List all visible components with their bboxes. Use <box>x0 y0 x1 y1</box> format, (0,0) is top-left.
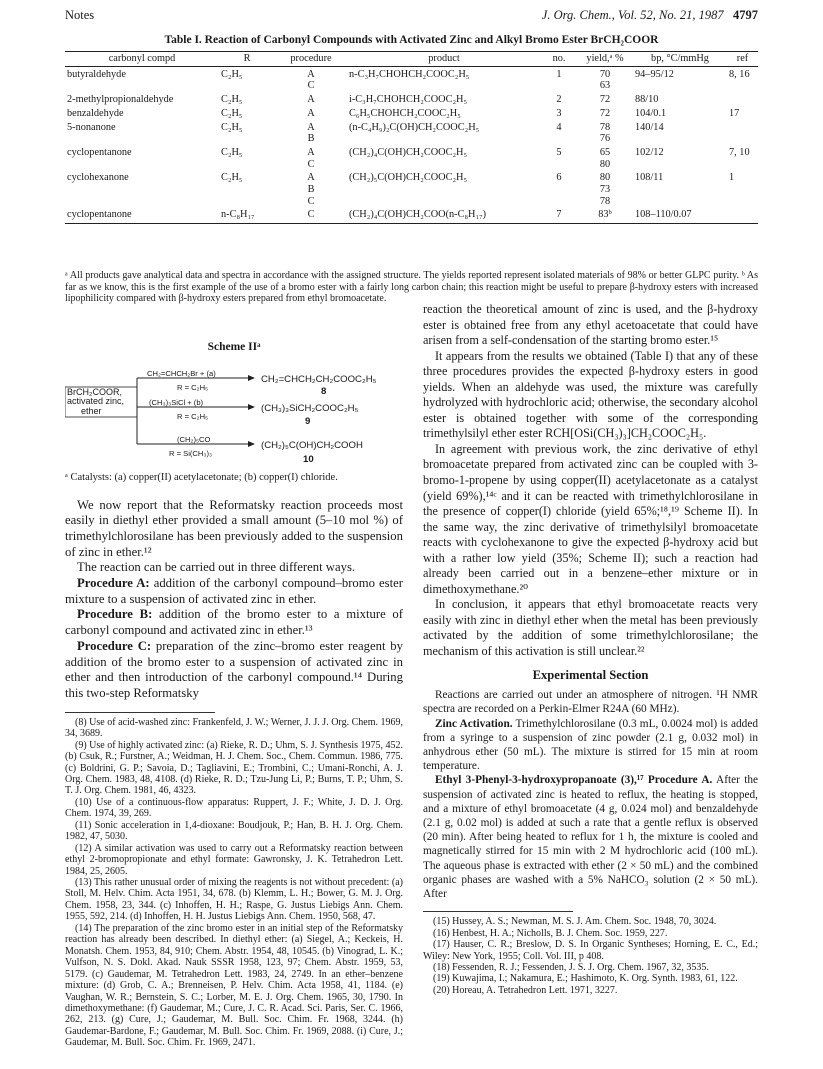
product-10: (CH₂)₅C(OH)CH₂COOH <box>261 439 363 451</box>
table-cell <box>727 120 758 134</box>
left-footnotes <box>65 712 403 1049</box>
table-row <box>65 66 758 80</box>
footnote: (20) Horeau, A. Tetrahedron Lett. 1971, 3227. <box>433 984 618 996</box>
scheme-footnote: ᵃ Catalysts: (a) copper(II) acetylacetonate; (b) copper(I) chloride. <box>65 471 338 483</box>
table-cell <box>633 80 727 92</box>
compound-number-9: 9 <box>305 415 311 427</box>
table-cell: A <box>307 107 315 119</box>
table-cell <box>541 133 577 145</box>
data-table <box>65 51 758 224</box>
compound-number-8: 8 <box>321 385 327 397</box>
table-cell: cyclopentanone <box>67 146 132 158</box>
section-heading: Experimental Section <box>532 667 649 682</box>
page-header <box>65 8 758 26</box>
table-cell: 72 <box>599 94 611 106</box>
paragraph: Procedure B: addition of the bromo ester to a mixture of carbonyl compound and activated zinc in ether.¹³ <box>65 607 403 638</box>
table-cell: (CH₂)₄C(OH)CH₂COOC₂H₅ <box>349 146 468 158</box>
table-cell <box>633 159 727 171</box>
footnote-rule <box>423 911 573 912</box>
left-column <box>65 340 403 1049</box>
table-cell: C <box>275 207 347 223</box>
paragraph: It appears from the results we obtained (Table I) that any of these three procedures provides the expected β-hydroxy esters in good yields. When an aldehyde was used, the mixture was carefully hydrolyzed with hydrochloric acid; otherwise, the secondary alcohol ester is obtained together with some of the corresponding trimethylsilyl ether ester RCH[OSi(CH₃)₃]CH₂COOC₂H₅. <box>423 348 758 441</box>
arrow2-above: (CH₃)₃SiCl + (b) <box>149 397 204 407</box>
table-cell <box>727 196 758 208</box>
table-cell <box>65 80 219 92</box>
table-cell <box>633 184 727 196</box>
table-cell <box>65 159 219 171</box>
page-number: 4797 <box>733 8 758 22</box>
table-cell: 108–110/0.07 <box>633 207 727 223</box>
table-row <box>65 120 758 134</box>
table-cell <box>727 133 758 145</box>
table-cell: 88/10 <box>635 94 659 106</box>
right-footnotes <box>423 911 758 996</box>
table-cell <box>727 207 758 223</box>
table-row <box>65 159 758 171</box>
table-cell: 80 <box>599 172 611 184</box>
column-header: bp, °C/mmHg <box>633 52 727 67</box>
table-cell: 108/11 <box>635 172 664 184</box>
table-cell: A <box>307 172 315 184</box>
table-cell: 5-nonanone <box>67 121 116 133</box>
table-cell: 80 <box>599 158 611 170</box>
table-cell: 63 <box>599 80 611 92</box>
footnote: (10) Use of a continuous-flow apparatus: Ruppert, J. F.; White, J. D. J. Org. Chem. 1974, 39, 269. <box>65 796 403 820</box>
table-cell <box>219 159 275 171</box>
compound-number-10: 10 <box>303 453 314 465</box>
table-body <box>65 66 758 223</box>
footnote-list <box>65 717 403 1049</box>
right-column <box>423 302 758 996</box>
paragraph: Ethyl 3-Phenyl-3-hydroxypropanoate (3),¹⁷ Procedure A. After the suspension of activated zinc is heated to reflux, the heating is stopped, and a mixture of ethyl bromoacetate (4 g, 0.024 mol) and benzaldehyde (2.1 g, 0.02 mol) is added at such a rate that a gentle reflux is observed (20 min). After being heated to reflux for 1 h, the mixture is cooled and magnetically stirred for 15 min with 2 M hydrochloric acid (100 mL). The aqueous phase is extracted with ether (2 × 50 mL) and the combined organic phases are washed with a 5% NaHCO₃ solution (2 × 50 mL). After <box>423 774 758 900</box>
table-cell: C₂H₅ <box>221 172 243 184</box>
table-cell: 78 <box>599 121 611 133</box>
table-cell: cyclohexanone <box>67 172 129 184</box>
footnote: (19) Kuwajima, I.; Nakamura, E.; Hashimoto, K. Org. Synth. 1983, 61, 122. <box>433 973 738 985</box>
table-row <box>65 145 758 159</box>
footnote: (9) Use of highly activated zinc: (a) Rieke, R. D.; Uhm, S. J. Synthesis 1975, 452. (b) Csuk, R.; Furstner, A.; Weidman, H. J. Chem. Soc., Chem. Commun. 1986, 775. (c) Boldrini, G. P.; Savoia, D.; Tagliavini, E.; Trombini, C.; Umani-Ronchi, A. J. Org. Chem. 1983, 48, 4108. (d) Rieke, R. D.; Tzu-Jung Li, P.; Burns, T. P.; Uhm, S. T. J. Org. Chem. 1981, 46, 4323. <box>65 739 404 797</box>
table-cell: 4 <box>556 121 562 133</box>
table-cell <box>65 184 219 196</box>
table-row <box>65 133 758 145</box>
table-cell: 83ᵇ <box>577 207 633 223</box>
column-header: carbonyl compd <box>65 52 219 67</box>
paragraph: Reactions are carried out under an atmosphere of nitrogen. ¹H NMR spectra are recorded on a Perkin-Elmer R24A (60 MHz). <box>423 689 758 716</box>
table-cell <box>219 80 275 92</box>
table-cell: 104/0.1 <box>635 107 667 119</box>
footnote-list <box>423 916 758 996</box>
paragraph: In agreement with previous work, the zinc derivative of ethyl bromoacetate prepared from activated zinc can be coupled with 3-bromo-1-propene by using copper(II) acetylacetonate as a catalyst (yield 69%),¹⁴ᶜ and it can be reacted with trimethylchlorosilane in the presence of copper(I) chloride (yield 65%;¹⁸,¹⁹ Scheme II). In the same way, the zinc derivative of trimethylsilyl bromoacetate reacts with cyclohexanone to give the expected β-hydroxy acid but with a rather low yield (35%; Scheme II); such a reaction had already been carried out in a benzene–ether mixture or in dimethoxymethane.²⁰ <box>423 441 758 596</box>
arrow2-below: R = C₂H₅ <box>177 411 209 421</box>
table-cell: i-C₃H₇CHOHCH₂COOC₂H₅ <box>349 94 468 106</box>
table-cell <box>541 184 577 196</box>
table-cell: C₆H₅CHOHCH₂COOC₂H₅ <box>349 107 461 119</box>
table-cell <box>727 92 758 106</box>
table-cell: 73 <box>599 184 611 196</box>
table-row <box>65 207 758 223</box>
table-cell: A <box>307 146 315 158</box>
table-cell: (CH₂)₅C(OH)CH₂COOC₂H₅ <box>349 172 468 184</box>
column-header: procedure <box>275 52 347 67</box>
footnote: (13) This rather unusual order of mixing the reagents is not without precedent: (a) Stoll, M. Helv. Chim. Acta 1951, 34, 678. (b) Klemm, L. H.; Bower, G. M. J. Org. Chem. 1958, 23, 344. (c) Inhoffen, H. H.; Raspe, G. Justus Liebigs Ann. Chem. 1955, 592, 214. (d) Inhoffen, H. H. Justus Liebigs Ann. Chem. 1950, 568, 47. <box>65 877 403 923</box>
footnote: (11) Sonic acceleration in 1,4-dioxane: Boudjouk, P.; Han, B. H. J. Org. Chem. 1982, 47, 5030. <box>65 819 403 843</box>
table-cell <box>347 133 541 145</box>
column-header: product <box>347 52 541 67</box>
table-cell <box>541 196 577 208</box>
table-cell: 1 <box>729 172 735 184</box>
table-cell <box>727 184 758 196</box>
table-cell: 2-methylpropionaldehyde <box>67 94 174 106</box>
table-cell: 94–95/12 <box>635 68 674 80</box>
table-cell <box>727 80 758 92</box>
column-header: yield,ᵃ % <box>577 52 633 67</box>
footnote: (16) Henbest, H. A.; Nicholls, B. J. Chem. Soc. 1959, 227. <box>433 927 668 939</box>
table-cell: 65 <box>599 146 611 158</box>
table-cell: butyraldehyde <box>67 68 126 80</box>
table-cell: B <box>307 184 315 196</box>
table-cell <box>727 159 758 171</box>
table-cell: 7, 10 <box>729 146 750 158</box>
product-8: CH₂=CHCH₂CH₂COOC₂H₅ <box>261 373 377 385</box>
table-cell: C <box>307 195 315 207</box>
table-cell <box>633 196 727 208</box>
table-cell: C₂H₅ <box>221 146 243 158</box>
table-caption: Table I. Reaction of Carbonyl Compounds with Activated Zinc and Alkyl Bromo Ester BrCH₂COOR <box>164 34 659 46</box>
table-cell: 72 <box>599 107 611 119</box>
table-cell <box>219 184 275 196</box>
arrow1-above: CH₂=CHCH₂Br + (a) <box>147 368 216 378</box>
footnote: (8) Use of acid-washed zinc: Frankenfeld, J. W.; Werner, J. J. J. Org. Chem. 1969, 34, 3689. <box>65 716 403 740</box>
table-row <box>65 196 758 208</box>
footnote: (12) A similar activation was used to carry out a Reformatsky reaction between ethyl 2-bromopropionate and ethyl formate: Gawronsky, J. K. Tetrahedron Lett. 1984, 25, 2605. <box>65 842 403 877</box>
column-header: R <box>219 52 275 67</box>
table-cell: 70 <box>599 68 611 80</box>
table-cell <box>219 133 275 145</box>
table-cell: C₂H₅ <box>221 94 243 106</box>
section-label: Notes <box>65 8 95 22</box>
table-cell: 78 <box>599 195 611 207</box>
table-cell <box>65 133 219 145</box>
paragraph: Procedure A: addition of the carbonyl compound–bromo ester mixture to a suspension of activated zinc in ether. <box>65 576 403 606</box>
table-header-row <box>65 52 758 67</box>
table-footnote: ᵃ All products gave analytical data and spectra in accordance with the assigned structure. The yields reported represent isolated materials of 98% or better GLPC purity. ᵇ As far as we know, this is the first example of the use of a bromo ester with a fairly long carbon chain; this reaction might be useful to prepare β-hydroxy esters with increased lipophilicity compared with β-hydroxy esters prepared from ethyl bromoacetate. <box>65 270 758 305</box>
table-cell: 17 <box>729 107 740 119</box>
table-cell: A <box>307 68 315 80</box>
column-header: ref <box>727 52 758 67</box>
table-cell: C <box>307 80 315 92</box>
paragraph: The reaction can be carried out in three different ways. <box>77 560 356 575</box>
table-cell: n-C₃H₇CHOHCH₂COOC₂H₅ <box>349 68 470 80</box>
table-cell: benzaldehyde <box>67 107 124 119</box>
reaction-scheme <box>65 360 405 468</box>
table-cell: A <box>307 94 315 106</box>
paragraph: In conclusion, it appears that ethyl bromoacetate reacts very easily with zinc in diethyl ether when the metal has been previously activated by the addition of some trimethylchlorosilane; the mechanism of this activation is still unclear.²² <box>423 597 758 659</box>
table-cell: C <box>307 158 315 170</box>
product-9: (CH₃)₃SiCH₂COOC₂H₅ <box>261 402 359 414</box>
table-cell <box>219 196 275 208</box>
table-cell: 102/12 <box>635 146 664 158</box>
table-cell: n-C₈H₁₇ <box>219 207 275 223</box>
table-cell: 8, 16 <box>729 68 750 80</box>
table-cell: (n-C₄H₉)₂C(OH)CH₂COOC₂H₅ <box>349 121 480 133</box>
column-header: no. <box>541 52 577 67</box>
table-row <box>65 80 758 92</box>
footnote: (18) Fessenden, R. J.; Fessenden, J. S. J. Org. Chem. 1967, 32, 3535. <box>433 961 709 973</box>
arrow3-below: R = Si(CH₃)₃ <box>169 448 213 458</box>
left-body <box>65 498 403 702</box>
table-cell: 1 <box>556 68 562 80</box>
table-cell: 2 <box>556 94 562 106</box>
table-cell: A <box>307 121 315 133</box>
table-cell: C₂H₅ <box>221 68 243 80</box>
table-cell <box>347 80 541 92</box>
table-cell <box>541 80 577 92</box>
paragraph: reaction the theoretical amount of zinc is used, and the β-hydroxy ester is obtained free from any ethyl acetoacetate that could have arisen from a self-condensation of the starting bromo ester.¹⁵ <box>423 302 758 348</box>
table-cell: 76 <box>599 133 611 145</box>
table-cell: 5 <box>556 146 562 158</box>
table-cell <box>347 184 541 196</box>
paragraph: Procedure C: preparation of the zinc–bromo ester reagent by addition of the bromo ester to a suspension of activated zinc in ether and then introduction of the carbonyl compound.¹⁴ During this two-step Reformatsky <box>65 638 403 700</box>
table-cell: C₂H₅ <box>221 121 243 133</box>
arrow1-below: R = C₂H₅ <box>177 382 209 392</box>
table-cell: 3 <box>556 107 562 119</box>
table-cell: 140/14 <box>635 121 664 133</box>
table-cell <box>347 159 541 171</box>
table-row <box>65 106 758 120</box>
paragraph: We now report that the Reformatsky reaction proceeds most easily in diethyl ether provided a small amount (5–10 mol %) of trimethylchlorosilane has been previously added to the suspension of zinc in ether.¹² <box>65 497 403 559</box>
table-cell: 6 <box>556 172 562 184</box>
journal-citation: J. Org. Chem., Vol. 52, No. 21, 1987 4797 <box>541 8 758 22</box>
footnote: (14) The preparation of the zinc bromo ester in an initial step of the Reformatsky reaction has already been described. In diethyl ether: (a) Siegel, A.; Keckeis, H. Monatsh. Chem. 1953, 84, 910; Chem. Abstr. 1954, 48, 10545. (b) Vinograd, L. K.; Vulfson, N. S. Dokl. Akad. Nauk SSSR 1958, 123, 97; Chem. Abstr. 1959, 53, 5179. (c) Gaudemar, M. Tetrahedron Lett. 1983, 24, 2749. In an ether–benzene mixture: (d) Grob, C. A.; Brenneisen, P. Helv. Chim. Acta 1958, 41, 1184. (e) Vaughan, W. R.; Bernstein, S. C.; Lorber, M. E. J. Org. Chem. 1965, 30, 1790. In dimethoxymethane: (f) Gaudemar, M.; Cure, J. C. R. Acad. Sci. Paris, Ser. C. 1966, 262, 213. (g) Cure, J.; Gaudemar, M. Bull. Soc. Chim. Fr. 1968, 3244. (h) Gaudemar-Bardone, F.; Gaudemar, M. Bull. Soc. Chim. Fr. 1969, 2088. (i) Cure, J.; Gaudemar, M. Bull. Soc. Chim. Fr. 1969, 2471. <box>65 922 403 1049</box>
table-cell <box>541 159 577 171</box>
table-cell <box>633 133 727 145</box>
table-cell: 7 <box>541 207 577 223</box>
footnote-rule <box>65 712 215 713</box>
table-cell: C₂H₅ <box>221 107 243 119</box>
scheme-title: Scheme IIᵃ <box>207 341 261 353</box>
table-row <box>65 92 758 106</box>
footnote: (17) Hauser, C. R.; Breslow, D. S. In Organic Syntheses; Horning, E. C., Ed.; Wiley: New York, 1955; Coll. Vol. III, p 408. <box>423 939 758 962</box>
table-row <box>65 170 758 184</box>
arrow3-above: (CH₂)₅CO <box>177 434 211 444</box>
experimental-body <box>423 688 758 901</box>
scheme-start: BrCH₂COOR, activated zinc, ether <box>67 386 125 416</box>
table-cell: (CH₂)₄C(OH)CH₂COO(n-C₈H₁₇) <box>347 207 541 223</box>
table-cell <box>347 196 541 208</box>
table-cell <box>65 196 219 208</box>
footnote: (15) Hussey, A. S.; Newman, M. S. J. Am. Chem. Soc. 1948, 70, 3024. <box>433 916 717 928</box>
table-cell: B <box>307 133 315 145</box>
table-cell: cyclopentanone <box>65 207 219 223</box>
table-row <box>65 184 758 196</box>
paragraph: Zinc Activation. Trimethylchlorosilane (0.3 mL, 0.0024 mol) is added from a syringe to a suspension of zinc powder (2.1 g, 0.032 mol) in anhydrous ether (50 mL). The mixture is stirred for 15 min at room temperature. <box>423 717 758 773</box>
